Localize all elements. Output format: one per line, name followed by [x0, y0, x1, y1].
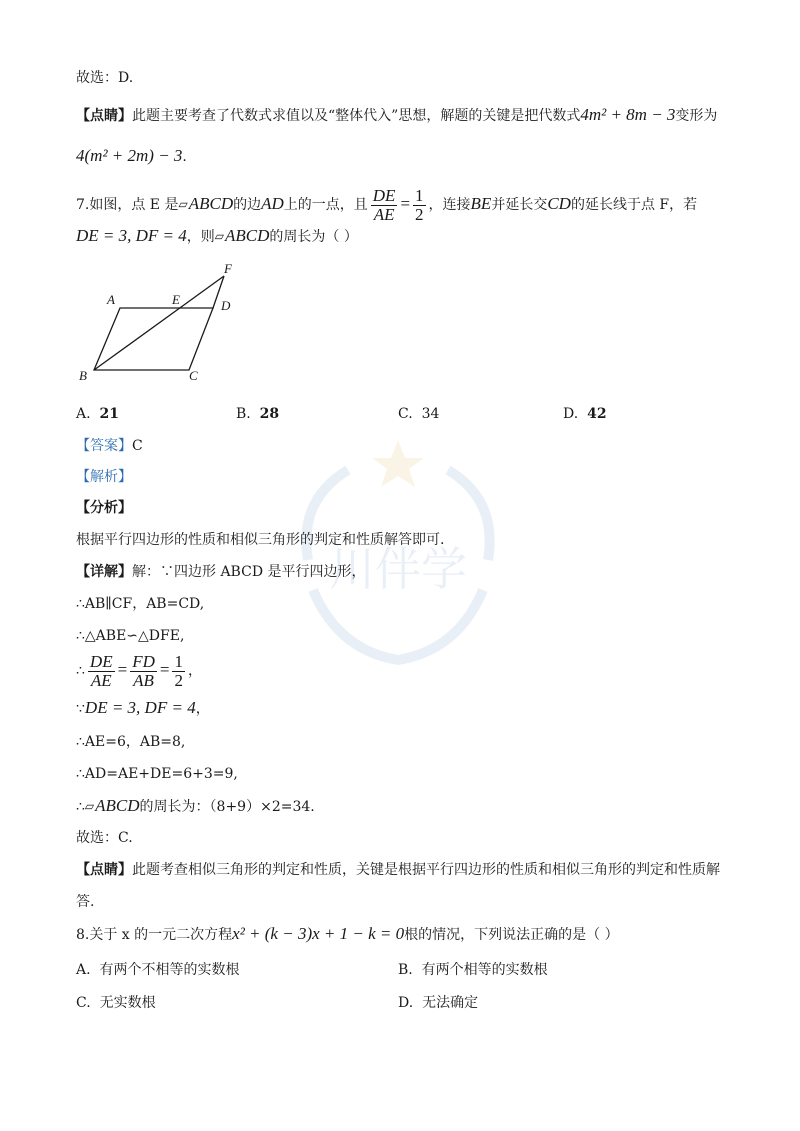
- q7-choice: 故选：C.: [76, 830, 133, 846]
- q8-option-d[interactable]: D. 无法确定: [398, 995, 479, 1011]
- q7-step-4: ∵DE = 3, DF = 4，: [76, 698, 210, 717]
- q7-option-d[interactable]: D. 42: [563, 406, 607, 422]
- q7-step-5: ∴AE=6，AB=8,: [76, 734, 186, 750]
- q7-number: 7.: [76, 197, 90, 213]
- prev-comment-line2: 4(m² + 2m) − 3.: [76, 146, 187, 165]
- q7-fenxi-text: 根据平行四边形的性质和相似三角形的判定和性质解答即可.: [76, 532, 445, 548]
- watermark-text: 川伴学: [329, 542, 467, 596]
- q7-analysis-tag: 【解析】: [76, 469, 132, 485]
- q7-stem-line1: 7.如图，点 E 是▱ABCD的边AD上的一点，且 $\frac{DE}{AE}$ = $\frac{1}{2}$ ，连接BE并延长交CD的延长线于点 F，若: [76, 185, 698, 224]
- q8-equation: x² + (k − 3)x + 1 − k = 0: [232, 924, 405, 943]
- parallelogram-icon: ▱: [178, 197, 188, 211]
- label-a: A: [107, 292, 115, 307]
- q8-stem: 8.关于 x 的一元二次方程x² + (k − 3)x + 1 − k = 0根的情况，下列说法正确的是（ ）: [76, 924, 619, 943]
- q7-step-6: ∴AD=AE+DE=6+3=9,: [76, 766, 238, 782]
- q8-option-a[interactable]: A. 有两个不相等的实数根: [76, 962, 240, 978]
- q7-comment-line2: 答.: [76, 894, 95, 910]
- label-b: B: [79, 368, 87, 383]
- parallelogram-icon: ▱: [214, 229, 224, 243]
- q7-fenxi-tag: 【分析】: [76, 500, 132, 516]
- q7-option-b[interactable]: B. 28: [236, 406, 280, 422]
- q7-step-3: ∴ $\frac{DE}{AE}$ = $\frac{FD}{AB}$ = $\frac{1}{2}$ ，: [76, 651, 202, 690]
- label-d: D: [221, 298, 231, 313]
- q7-answer: 【答案】C: [76, 438, 143, 454]
- q8-number: 8.: [76, 927, 90, 943]
- label-f: F: [224, 261, 232, 276]
- prev-expr-2: 4(m² + 2m) − 3: [76, 146, 183, 165]
- label-c: C: [189, 368, 198, 383]
- parallelogram-icon: ▱: [84, 799, 95, 813]
- q8-option-b[interactable]: B. 有两个相等的实数根: [398, 962, 548, 978]
- q7-figure: [76, 260, 246, 385]
- parallelogram-abcd: [94, 308, 213, 370]
- q8-option-c[interactable]: C. 无实数根: [76, 995, 156, 1011]
- q7-detail-intro: 【详解】解：∵四边形 ABCD 是平行四边形，: [76, 564, 366, 580]
- q7-comment: 【点睛】此题考查相似三角形的判定和性质，关键是根据平行四边形的性质和相似三角形的判定和性质解: [76, 862, 720, 878]
- prev-choice: 故选：D.: [76, 70, 134, 86]
- q7-stem-line2: DE = 3, DF = 4，则▱ABCD的周长为（ ）: [76, 226, 358, 245]
- q7-step-7: ∴▱ABCD的周长为：（8+9）×2=34.: [76, 796, 315, 815]
- prev-expr-1: 4m² + 8m − 3: [580, 105, 676, 124]
- prev-comment: 【点睛】此题主要考查了代数式求值以及“整体代入”思想，解题的关键是把代数式4m² + 8m − 3变形为: [76, 105, 718, 124]
- label-e: E: [172, 292, 180, 307]
- q7-step-2: ∴△ABE∽△DFE,: [76, 628, 185, 644]
- q7-option-a[interactable]: A. 21: [76, 406, 119, 422]
- q7-option-c[interactable]: C. 34: [398, 406, 440, 422]
- q7-step-1: ∴AB∥CF，AB=CD,: [76, 596, 205, 612]
- watermark-logo: [278, 440, 518, 670]
